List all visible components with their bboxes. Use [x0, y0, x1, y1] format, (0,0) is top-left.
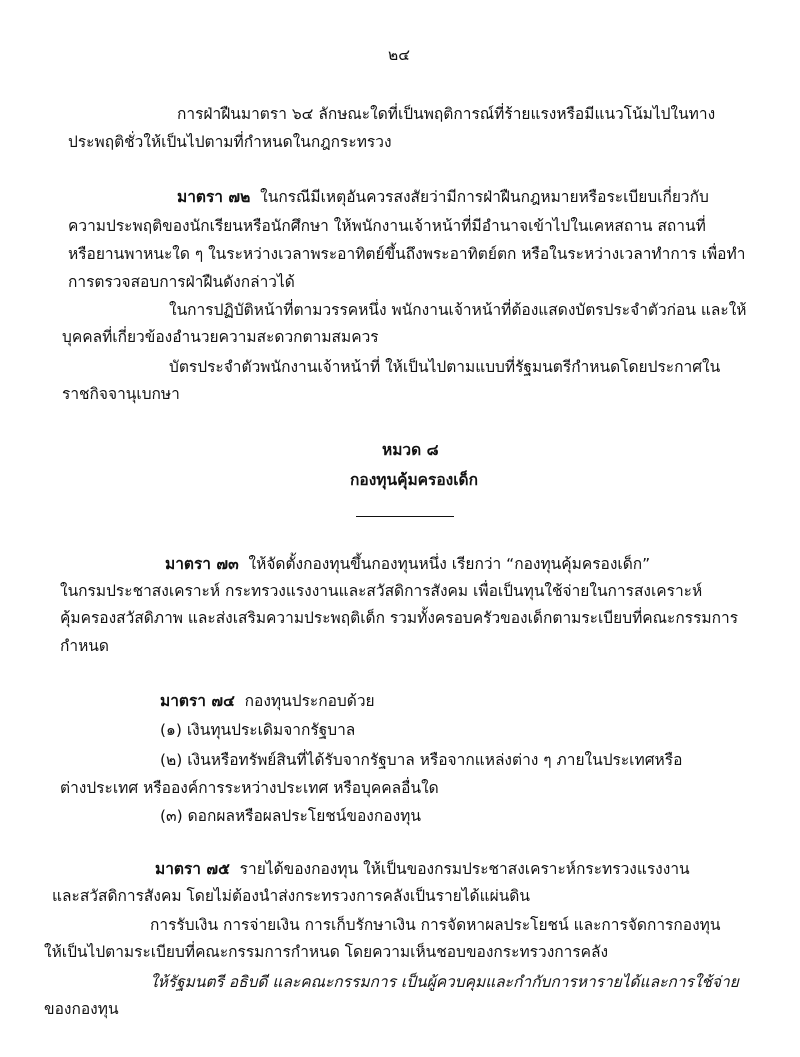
- chapter-divider: [356, 516, 454, 517]
- paragraph-line: การฝ่าฝืนมาตรา ๖๔ ลักษณะใดที่เป็นพฤติการณ์ที่ร้ายแรงหรือมีแนวโน้มไปในทาง: [177, 105, 716, 123]
- section-75-first-line: [155, 859, 690, 879]
- section-label: มาตรา ๗๒: [177, 188, 251, 206]
- list-item: (๑) เงินทุนประเดิมจากรัฐบาล: [160, 721, 356, 739]
- paragraph-line: ต่างประเทศ หรือองค์การระหว่างประเทศ หรือบุคคลอื่นใด: [60, 779, 439, 797]
- section-text: ให้จัดตั้งกองทุนขึ้นกองทุนหนึ่ง เรียกว่า “กองทุนคุ้มครองเด็ก”: [248, 555, 651, 573]
- paragraph-line: การตรวจสอบการฝ่าฝืนดังกล่าวได้: [68, 273, 295, 291]
- section-text: ในกรณีมีเหตุอันควรสงสัยว่ามีการฝ่าฝืนกฎหมายหรือระเบียบเกี่ยวกับ: [260, 188, 709, 206]
- paragraph-line: บัตรประจำตัวพนักงานเจ้าหน้าที่ ให้เป็นไปตามแบบที่รัฐมนตรีกำหนดโดยประกาศใน: [169, 358, 721, 376]
- paragraph-line: ให้เป็นไปตามระเบียบที่คณะกรรมการกำหนด โดยความเห็นชอบของกระทรวงการคลัง: [44, 943, 609, 961]
- chapter-title: กองทุนคุ้มครองเด็ก: [350, 471, 478, 489]
- paragraph-line: และสวัสดิการสังคม โดยไม่ต้องนำส่งกระทรวงการคลังเป็นรายได้แผ่นดิน: [52, 887, 530, 905]
- list-item: (๒) เงินหรือทรัพย์สินที่ได้รับจากรัฐบาล หรือจากแหล่งต่าง ๆ ภายในประเทศหรือ: [160, 751, 683, 769]
- section-74-first-line: [160, 691, 375, 711]
- section-73-first-line: [165, 554, 650, 574]
- page-number: ๒๔: [388, 46, 410, 64]
- paragraph-line: ราชกิจจานุเบกษา: [62, 385, 180, 403]
- paragraph-line: ประพฤติชั่วให้เป็นไปตามที่กำหนดในกฎกระทรวง: [68, 133, 392, 151]
- paragraph-line: หรือยานพาหนะใด ๆ ในระหว่างเวลาพระอาทิตย์ขึ้นถึงพระอาทิตย์ตก หรือในระหว่างเวลาทำการ เพื่อทำ: [68, 245, 746, 263]
- section-text: กองทุนประกอบด้วย: [244, 692, 375, 710]
- chapter-number: หมวด ๘: [382, 441, 439, 459]
- paragraph-line: คุ้มครองสวัสดิภาพ และส่งเสริมความประพฤติเด็ก รวมทั้งครอบครัวของเด็กตามระเบียบที่คณะกรรมการ: [60, 609, 739, 627]
- section-label: มาตรา ๗๔: [160, 692, 235, 710]
- section-72-first-line: [177, 187, 709, 207]
- paragraph-line: ความประพฤติของนักเรียนหรือนักศึกษา ให้พนักงานเจ้าหน้าที่มีอำนาจเข้าไปในเคหสถาน สถานที่: [68, 217, 706, 235]
- section-label: มาตรา ๗๕: [155, 860, 230, 878]
- section-label: มาตรา ๗๓: [165, 555, 239, 573]
- paragraph-line: บุคคลที่เกี่ยวข้องอำนวยความสะดวกตามสมควร: [62, 328, 379, 346]
- section-text: รายได้ของกองทุน ให้เป็นของกรมประชาสงเคราะห์กระทรวงแรงงาน: [239, 860, 690, 878]
- list-item: (๓) ดอกผลหรือผลประโยชน์ของกองทุน: [160, 807, 421, 825]
- paragraph-line: ในกรมประชาสงเคราะห์ กระทรวงแรงงานและสวัสดิการสังคม เพื่อเป็นทุนใช้จ่ายในการสงเคราะห์: [60, 582, 703, 600]
- paragraph-line: ในการปฏิบัติหน้าที่ตามวรรคหนึ่ง พนักงานเจ้าหน้าที่ต้องแสดงบัตรประจำตัวก่อน และให้: [169, 301, 747, 319]
- paragraph-line: ให้รัฐมนตรี อธิบดี และคณะกรรมการ เป็นผู้ควบคุมและกำกับการหารายได้และการใช้จ่าย: [150, 973, 739, 991]
- paragraph-line: กำหนด: [60, 637, 109, 655]
- paragraph-line: การรับเงิน การจ่ายเงิน การเก็บรักษาเงิน การจัดหาผลประโยชน์ และการจัดการกองทุน: [150, 916, 721, 934]
- paragraph-line: ของกองทุน: [44, 1000, 119, 1018]
